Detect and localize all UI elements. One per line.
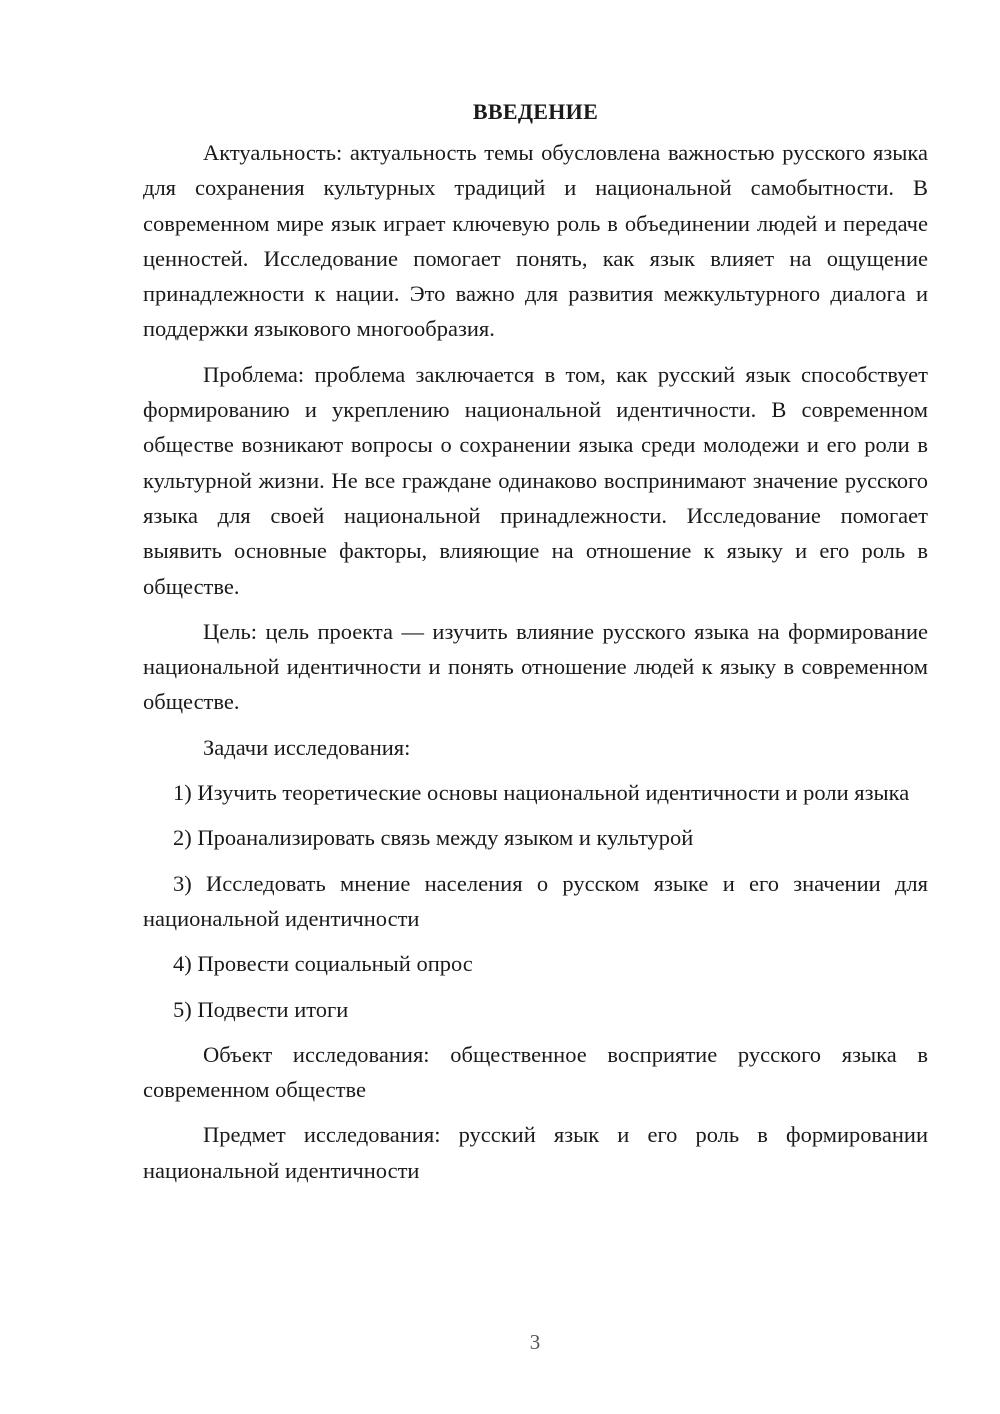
task-item: 4) Провести социальный опрос — [173, 951, 473, 977]
object-paragraph: Объект исследования: общественное восприятие русского языка в современном обществе — [143, 1041, 928, 1103]
task-item: 5) Подвести итоги — [173, 996, 349, 1022]
task-item: 3) Исследовать мнение населения о русском языке и его значении для национальной идентичности — [143, 870, 928, 931]
relevance-paragraph: Актуальность: актуальность темы обусловлена важностью русского языка для сохранения культурных традиций и национальной самобытности. В современном мире язык играет ключевую роль в объединении людей и передаче ценностей. Исследование помогает понять, как язык влияет на ощущение принадлежности к нации. Это важно для развития межкультурного диалога и поддержки языкового многообразия. — [143, 140, 928, 342]
task-item: 2) Проанализировать связь между языком и культурой — [173, 825, 694, 851]
page-heading: ВВЕДЕНИЕ — [472, 99, 599, 124]
task-item: 1) Изучить теоретические основы национальной идентичности и роли языка — [173, 780, 910, 806]
tasks-label: Задачи исследования: — [203, 734, 411, 760]
problem-paragraph: Проблема: проблема заключается в том, как русский язык способствует формированию и укреплению национальной идентичности. В современном обществе возникают вопросы о сохранении языка среди молодежи и его роли в культурной жизни. Не все граждане одинаково воспринимают значение русского языка для своей национальной принадлежности. Исследование помогает выявить основные факторы, влияющие на отношение к языку и его роль в обществе. — [143, 361, 928, 599]
goal-paragraph: Цель: цель проекта — изучить влияние русского языка на формирование национальной идентичности и понять отношение людей к языку в современном обществе. — [143, 618, 928, 715]
tasks-list — [143, 775, 928, 1027]
subject-paragraph: Предмет исследования: русский язык и его роль в формировании национальной идентичности — [143, 1122, 928, 1183]
page-body — [143, 95, 928, 1198]
page-number: 3 — [529, 1330, 541, 1354]
